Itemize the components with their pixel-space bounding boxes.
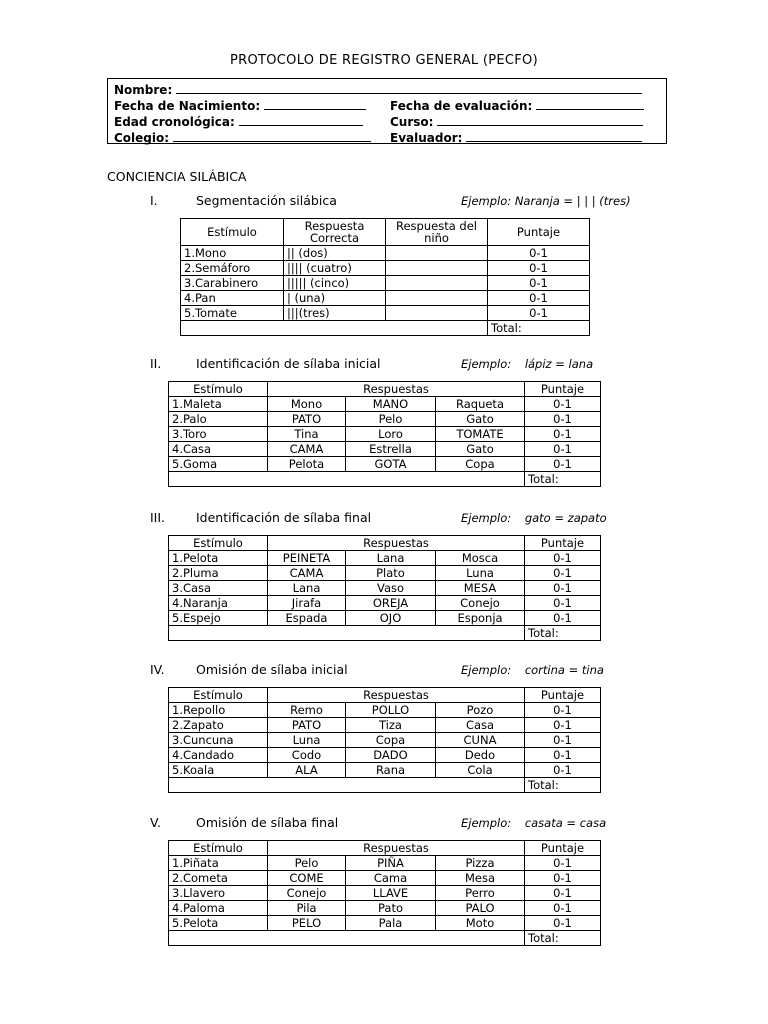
table-omision-inicial (168, 687, 601, 793)
response-option-cell[interactable]: Pelo (346, 412, 436, 427)
header-cell: Puntaje (488, 219, 590, 246)
response-option-cell[interactable]: PATO (268, 718, 346, 733)
response-option-cell[interactable]: PELO (268, 916, 346, 931)
header-cell: Estímulo (169, 688, 268, 703)
response-option-cell[interactable]: PIÑA (346, 856, 436, 871)
response-option-cell[interactable]: Mono (268, 397, 346, 412)
header-cell: Respuestas (268, 688, 525, 703)
response-option-cell[interactable]: CAMA (268, 442, 346, 457)
header-cell: Puntaje (525, 841, 601, 856)
name-field[interactable] (176, 82, 642, 94)
example-text: casata = casa (524, 816, 607, 830)
score-cell: 0-1 (525, 748, 601, 763)
grade-row (390, 114, 643, 130)
example-text: Naranja = | | | (tres) (514, 194, 631, 208)
correct-answer-cell: || (dos) (284, 246, 386, 261)
score-cell: 0-1 (525, 763, 601, 778)
stimulus-cell: 5.Espejo (169, 611, 268, 626)
example-4 (461, 663, 604, 677)
table-omision-final (168, 840, 601, 946)
stimulus-cell: 1.Repollo (169, 703, 268, 718)
total-blank-cell (169, 778, 525, 793)
table-silaba-inicial (168, 381, 601, 487)
score-cell: 0-1 (525, 901, 601, 916)
total-blank-cell (169, 472, 525, 487)
table-row (169, 596, 601, 611)
response-option-cell[interactable]: Rana (346, 763, 436, 778)
score-cell: 0-1 (525, 916, 601, 931)
response-option-cell[interactable]: POLLO (346, 703, 436, 718)
response-option-cell[interactable]: MESA (436, 581, 525, 596)
stimulus-cell: 3.Casa (169, 581, 268, 596)
score-cell: 0-1 (488, 291, 590, 306)
example-text: cortina = tina (524, 663, 604, 677)
stimulus-cell: 2.Semáforo (181, 261, 284, 276)
table-row (169, 763, 601, 778)
table-header-row (169, 688, 601, 703)
total-blank-cell (169, 626, 525, 641)
evaluator-field[interactable] (466, 130, 642, 142)
response-option-cell[interactable]: CAMA (268, 566, 346, 581)
table-header-row (169, 536, 601, 551)
table-row (169, 551, 601, 566)
response-option-cell[interactable]: Codo (268, 748, 346, 763)
eval-date-label: Fecha de evaluación: (390, 99, 533, 113)
stimulus-cell: 5.Tomate (181, 306, 284, 321)
grade-field[interactable] (437, 114, 643, 126)
score-cell: 0-1 (525, 457, 601, 472)
response-option-cell[interactable]: Espada (268, 611, 346, 626)
table-row (169, 397, 601, 412)
response-option-cell[interactable]: Pozo (436, 703, 525, 718)
response-option-cell[interactable]: Cama (346, 871, 436, 886)
score-cell: 0-1 (525, 718, 601, 733)
subsection-title: Segmentación silábica (196, 193, 337, 208)
score-cell: 0-1 (488, 306, 590, 321)
response-option-cell[interactable]: Cola (436, 763, 525, 778)
response-option-cell[interactable]: Conejo (436, 596, 525, 611)
score-cell: 0-1 (488, 276, 590, 291)
score-cell: 0-1 (525, 581, 601, 596)
score-cell: 0-1 (488, 261, 590, 276)
table-row (169, 566, 601, 581)
response-option-cell[interactable]: GOTA (346, 457, 436, 472)
table-row (169, 886, 601, 901)
header-cell: Estímulo (169, 536, 268, 551)
table-header-row (169, 382, 601, 397)
header-cell: Respuestas (268, 382, 525, 397)
table-segmentacion (180, 218, 590, 336)
evaluator-row (390, 130, 642, 146)
response-option-cell[interactable]: Vaso (346, 581, 436, 596)
response-option-cell[interactable]: Lana (346, 551, 436, 566)
section-title: CONCIENCIA SILÁBICA (107, 169, 247, 184)
stimulus-cell: 4.Casa (169, 442, 268, 457)
stimulus-cell: 3.Toro (169, 427, 268, 442)
example-text: gato = zapato (524, 511, 607, 525)
response-option-cell[interactable]: ALA (268, 763, 346, 778)
table-row (181, 276, 590, 291)
response-option-cell[interactable]: Luna (268, 733, 346, 748)
name-label: Nombre: (114, 83, 173, 97)
header-cell: Respuesta del niño (386, 219, 488, 246)
age-label: Edad cronológica: (114, 115, 235, 129)
total-cell: Total: (525, 931, 601, 946)
response-option-cell[interactable]: Pelo (268, 856, 346, 871)
subsection-number: III. (150, 510, 166, 525)
response-option-cell[interactable]: Casa (436, 718, 525, 733)
score-cell: 0-1 (525, 427, 601, 442)
table-row (169, 611, 601, 626)
response-option-cell[interactable]: Mesa (436, 871, 525, 886)
total-cell: Total: (525, 626, 601, 641)
birthdate-row (114, 98, 366, 114)
subsection-number: V. (150, 815, 161, 830)
table-row (169, 856, 601, 871)
stimulus-cell: 4.Candado (169, 748, 268, 763)
score-cell: 0-1 (525, 856, 601, 871)
example-label: Ejemplo: (461, 194, 512, 208)
example-3 (461, 511, 607, 525)
stimulus-cell: 3.Carabinero (181, 276, 284, 291)
table-row (169, 748, 601, 763)
response-option-cell[interactable]: Pala (346, 916, 436, 931)
table-row (169, 733, 601, 748)
subsection-title: Omisión de sílaba final (196, 815, 339, 830)
response-option-cell[interactable]: Perro (436, 886, 525, 901)
table-row (181, 306, 590, 321)
response-option-cell[interactable]: Pila (268, 901, 346, 916)
header-cell: Puntaje (525, 688, 601, 703)
score-cell: 0-1 (525, 871, 601, 886)
header-cell: Respuestas (268, 841, 525, 856)
total-row (169, 626, 601, 641)
table-row (169, 442, 601, 457)
table-row (169, 718, 601, 733)
table-row (169, 916, 601, 931)
stimulus-cell: 1.Mono (181, 246, 284, 261)
score-cell: 0-1 (488, 246, 590, 261)
example-1 (461, 194, 631, 208)
header-cell: Estímulo (169, 841, 268, 856)
subsection-title: Identificación de sílaba inicial (196, 356, 381, 371)
birthdate-field[interactable] (264, 98, 366, 110)
response-option-cell[interactable]: Copa (346, 733, 436, 748)
score-cell: 0-1 (525, 566, 601, 581)
response-option-cell[interactable]: Mosca (436, 551, 525, 566)
response-option-cell[interactable]: Pizza (436, 856, 525, 871)
child-answer-cell[interactable] (386, 276, 488, 291)
response-option-cell[interactable]: CUNA (436, 733, 525, 748)
total-row (169, 778, 601, 793)
stimulus-cell: 1.Piñata (169, 856, 268, 871)
response-option-cell[interactable]: Moto (436, 916, 525, 931)
school-field[interactable] (173, 130, 371, 142)
response-option-cell[interactable]: COME (268, 871, 346, 886)
score-cell: 0-1 (525, 611, 601, 626)
response-option-cell[interactable]: Luna (436, 566, 525, 581)
score-cell: 0-1 (525, 551, 601, 566)
response-option-cell[interactable]: Raqueta (436, 397, 525, 412)
stimulus-cell: 4.Paloma (169, 901, 268, 916)
subsection-title: Identificación de sílaba final (196, 510, 372, 525)
response-option-cell[interactable]: Estrella (346, 442, 436, 457)
response-option-cell[interactable]: Tina (268, 427, 346, 442)
response-option-cell[interactable]: PEINETA (268, 551, 346, 566)
response-option-cell[interactable]: Dedo (436, 748, 525, 763)
table-row (181, 261, 590, 276)
age-row (114, 114, 363, 130)
example-label: Ejemplo: (461, 816, 512, 830)
stimulus-cell: 2.Zapato (169, 718, 268, 733)
response-option-cell[interactable]: Conejo (268, 886, 346, 901)
response-option-cell[interactable]: Esponja (436, 611, 525, 626)
score-cell: 0-1 (525, 412, 601, 427)
response-option-cell[interactable]: Copa (436, 457, 525, 472)
response-option-cell[interactable]: OJO (346, 611, 436, 626)
stimulus-cell: 2.Pluma (169, 566, 268, 581)
table-row (169, 457, 601, 472)
example-text: lápiz = lana (524, 357, 594, 371)
correct-answer-cell: |||(tres) (284, 306, 386, 321)
total-cell: Total: (525, 778, 601, 793)
birthdate-label: Fecha de Nacimiento: (114, 99, 261, 113)
subsection-number: II. (150, 356, 162, 371)
stimulus-cell: 2.Palo (169, 412, 268, 427)
response-option-cell[interactable]: DADO (346, 748, 436, 763)
score-cell: 0-1 (525, 442, 601, 457)
response-option-cell[interactable]: Gato (436, 442, 525, 457)
total-cell: Total: (525, 472, 601, 487)
correct-answer-cell: ||||| (cinco) (284, 276, 386, 291)
table-header-row (181, 219, 590, 246)
score-cell: 0-1 (525, 703, 601, 718)
score-cell: 0-1 (525, 397, 601, 412)
total-blank-cell (169, 931, 525, 946)
response-option-cell[interactable]: Pelota (268, 457, 346, 472)
response-option-cell[interactable]: Lana (268, 581, 346, 596)
response-option-cell[interactable]: Remo (268, 703, 346, 718)
table-header-row (169, 841, 601, 856)
stimulus-cell: 1.Maleta (169, 397, 268, 412)
table-row (169, 412, 601, 427)
response-option-cell[interactable]: Loro (346, 427, 436, 442)
example-label: Ejemplo: (461, 511, 512, 525)
score-cell: 0-1 (525, 596, 601, 611)
student-info-box (107, 78, 667, 144)
total-blank-cell (181, 321, 488, 336)
stimulus-cell: 5.Pelota (169, 916, 268, 931)
response-option-cell[interactable]: Jirafa (268, 596, 346, 611)
table-row (169, 871, 601, 886)
stimulus-cell: 3.Llavero (169, 886, 268, 901)
table-row (169, 427, 601, 442)
table-row (169, 581, 601, 596)
total-cell: Total: (488, 321, 590, 336)
header-cell: Respuesta Correcta (284, 219, 386, 246)
eval-date-row (390, 98, 644, 114)
stimulus-cell: 5.Koala (169, 763, 268, 778)
response-option-cell[interactable]: OREJA (346, 596, 436, 611)
total-row (169, 472, 601, 487)
table-row (169, 901, 601, 916)
header-cell: Puntaje (525, 536, 601, 551)
eval-date-field[interactable] (536, 98, 644, 110)
header-cell: Respuestas (268, 536, 525, 551)
example-label: Ejemplo: (461, 663, 512, 677)
score-cell: 0-1 (525, 886, 601, 901)
response-option-cell[interactable]: Gato (436, 412, 525, 427)
table-row (181, 291, 590, 306)
stimulus-cell: 5.Goma (169, 457, 268, 472)
child-answer-cell[interactable] (386, 306, 488, 321)
response-option-cell[interactable]: Plato (346, 566, 436, 581)
example-label: Ejemplo: (461, 357, 512, 371)
response-option-cell[interactable]: MANO (346, 397, 436, 412)
stimulus-cell: 3.Cuncuna (169, 733, 268, 748)
table-row (181, 246, 590, 261)
response-option-cell[interactable]: TOMATE (436, 427, 525, 442)
response-option-cell[interactable]: PATO (268, 412, 346, 427)
header-cell: Puntaje (525, 382, 601, 397)
response-option-cell[interactable]: Tiza (346, 718, 436, 733)
child-answer-cell[interactable] (386, 291, 488, 306)
total-row (169, 931, 601, 946)
stimulus-cell: 4.Naranja (169, 596, 268, 611)
subsection-number: I. (150, 193, 158, 208)
grade-label: Curso: (390, 115, 434, 129)
stimulus-cell: 1.Pelota (169, 551, 268, 566)
response-option-cell[interactable]: PALO (436, 901, 525, 916)
total-row (181, 321, 590, 336)
example-2 (461, 357, 593, 371)
correct-answer-cell: | (una) (284, 291, 386, 306)
stimulus-cell: 2.Cometa (169, 871, 268, 886)
evaluator-label: Evaluador: (390, 131, 463, 145)
table-row (169, 703, 601, 718)
school-label: Colegio: (114, 131, 170, 145)
header-cell: Estímulo (169, 382, 268, 397)
child-answer-cell[interactable] (386, 246, 488, 261)
table-silaba-final (168, 535, 601, 641)
score-cell: 0-1 (525, 733, 601, 748)
name-row (114, 82, 642, 98)
page-title: PROTOCOLO DE REGISTRO GENERAL (PECFO) (230, 53, 538, 68)
response-option-cell[interactable]: Pato (346, 901, 436, 916)
response-option-cell[interactable]: LLAVE (346, 886, 436, 901)
correct-answer-cell: |||| (cuatro) (284, 261, 386, 276)
stimulus-cell: 4.Pan (181, 291, 284, 306)
subsection-title: Omisión de sílaba inicial (196, 662, 348, 677)
school-row (114, 130, 371, 146)
header-cell: Estímulo (181, 219, 284, 246)
age-field[interactable] (239, 114, 363, 126)
example-5 (461, 816, 606, 830)
child-answer-cell[interactable] (386, 261, 488, 276)
subsection-number: IV. (150, 662, 165, 677)
